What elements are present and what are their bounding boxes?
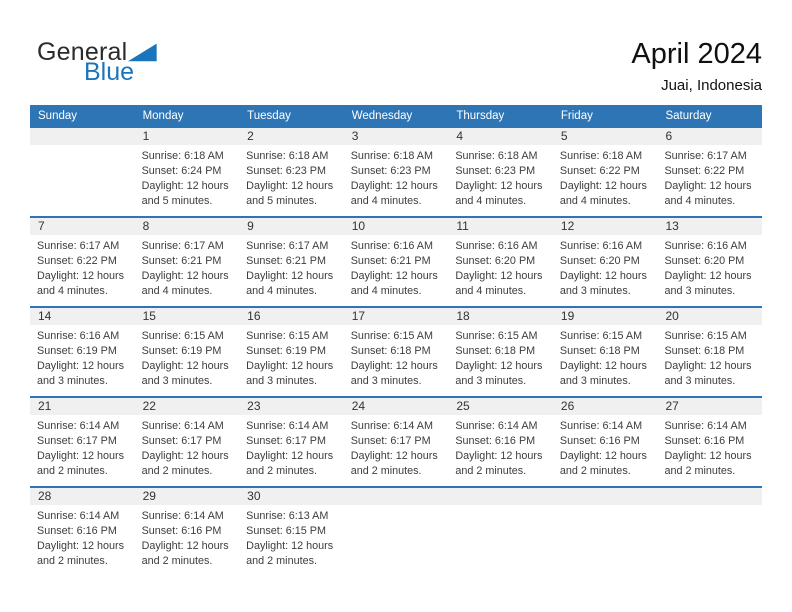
day-detail-line: Daylight: 12 hours [37,360,125,372]
day-detail-line: Daylight: 12 hours [455,180,543,192]
day-detail-line: Sunset: 6:24 PM [141,165,222,177]
day-cell-empty [657,488,762,576]
day-details [344,235,449,299]
day-detail-line: Daylight: 12 hours [37,270,125,282]
day-number: 28 [30,488,135,505]
day-detail-line: Daylight: 12 hours [350,180,438,192]
day-detail-line: Sunrise: 6:15 AM [141,330,224,342]
week-row [30,396,762,486]
day-detail-line: Sunset: 6:23 PM [455,165,536,177]
day-number [657,488,762,505]
weekday-header-friday: Friday [560,109,593,122]
day-detail-line: Daylight: 12 hours [664,450,752,462]
day-detail-line: Sunset: 6:17 PM [37,435,117,447]
day-detail-line: Sunset: 6:22 PM [37,255,117,267]
day-detail-line: and 4 minutes. [246,285,317,297]
day-details [135,325,240,389]
weekday-header-thursday: Thursday [456,109,505,122]
general-blue-logo [37,40,157,85]
day-number: 12 [553,218,658,235]
day-detail-line: and 4 minutes. [350,195,422,207]
day-detail-line: Daylight: 12 hours [559,180,647,192]
day-cell-empty [553,488,658,576]
day-detail-line: and 2 minutes. [246,555,317,567]
day-details [239,415,344,479]
day-number: 1 [135,128,240,145]
day-detail-line: Sunrise: 6:14 AM [141,420,224,432]
day-detail-line: Sunrise: 6:14 AM [37,510,120,522]
day-cell-16 [239,308,344,396]
day-detail-line: and 2 minutes. [559,465,631,477]
day-details [30,415,135,479]
day-number: 21 [30,398,135,415]
day-detail-line: Sunrise: 6:15 AM [664,330,747,342]
day-details [448,145,553,209]
day-detail-line: Daylight: 12 hours [664,180,752,192]
weekday-header-saturday: Saturday [665,109,712,122]
logo-text-blue: Blue [84,58,135,86]
day-cell-7 [30,218,135,306]
day-detail-line: Sunrise: 6:16 AM [664,240,747,252]
day-cell-10 [344,218,449,306]
day-number: 29 [135,488,240,505]
day-detail-line: Sunrise: 6:18 AM [350,150,433,162]
day-detail-line: Sunset: 6:23 PM [246,165,326,177]
day-cell-30 [239,488,344,576]
day-cell-9 [239,218,344,306]
day-detail-line: Sunset: 6:19 PM [246,345,326,357]
day-number: 18 [448,308,553,325]
day-number [448,488,553,505]
day-detail-line: and 2 minutes. [350,465,422,477]
day-detail-line: Sunrise: 6:16 AM [455,240,538,252]
day-detail-line: and 2 minutes. [37,555,108,567]
day-detail-line: and 4 minutes. [455,285,527,297]
day-details [344,325,449,389]
day-details [553,145,658,209]
day-number: 27 [657,398,762,415]
day-detail-line: and 4 minutes. [559,195,631,207]
day-detail-line: and 3 minutes. [141,375,213,387]
day-detail-line: and 4 minutes. [141,285,213,297]
day-detail-line: Sunrise: 6:17 AM [37,240,120,252]
day-number: 13 [657,218,762,235]
day-detail-line: Daylight: 12 hours [141,360,229,372]
day-detail-line: and 3 minutes. [664,375,736,387]
day-detail-line: Sunrise: 6:18 AM [141,150,224,162]
page-title: April 2024 [631,38,762,70]
day-cell-29 [135,488,240,576]
day-detail-line: Daylight: 12 hours [664,270,752,282]
day-details [657,505,762,509]
day-details [657,145,762,209]
day-detail-line: Sunset: 6:23 PM [350,165,431,177]
day-detail-line: Daylight: 12 hours [141,540,229,552]
day-details [553,235,658,299]
day-detail-line: Daylight: 12 hours [246,270,334,282]
day-detail-line: and 4 minutes. [455,195,527,207]
day-cell-4 [448,128,553,216]
day-detail-line: and 3 minutes. [246,375,317,387]
day-detail-line: Sunset: 6:20 PM [559,255,640,267]
day-cell-3 [344,128,449,216]
day-detail-line: Daylight: 12 hours [37,540,125,552]
day-details [657,235,762,299]
day-detail-line: Sunset: 6:21 PM [350,255,431,267]
day-number [344,488,449,505]
day-detail-line: Daylight: 12 hours [141,180,229,192]
day-details [553,325,658,389]
day-details [553,505,658,509]
day-detail-line: and 2 minutes. [455,465,527,477]
day-detail-line: Sunrise: 6:15 AM [246,330,329,342]
day-detail-line: Sunset: 6:16 PM [37,525,117,537]
day-detail-line: Daylight: 12 hours [246,540,334,552]
day-details [448,325,553,389]
day-number: 7 [30,218,135,235]
day-number: 19 [553,308,658,325]
day-detail-line: Sunset: 6:19 PM [37,345,117,357]
day-detail-line: Sunrise: 6:15 AM [350,330,433,342]
day-details [135,145,240,209]
day-cell-17 [344,308,449,396]
day-detail-line: Daylight: 12 hours [350,270,438,282]
day-cell-5 [553,128,658,216]
day-cell-8 [135,218,240,306]
day-detail-line: Sunrise: 6:15 AM [455,330,538,342]
day-cell-20 [657,308,762,396]
day-number: 30 [239,488,344,505]
day-detail-line: Sunrise: 6:14 AM [559,420,643,432]
day-details [344,145,449,209]
weekday-header-row [30,105,762,126]
day-number: 10 [344,218,449,235]
day-detail-line: Sunrise: 6:16 AM [350,240,433,252]
day-details [30,325,135,389]
day-detail-line: Sunset: 6:22 PM [559,165,640,177]
day-cell-empty [448,488,553,576]
weekday-header-monday: Monday [142,109,184,122]
day-cell-15 [135,308,240,396]
day-cell-28 [30,488,135,576]
day-number: 20 [657,308,762,325]
day-details [239,505,344,569]
day-detail-line: Sunrise: 6:14 AM [455,420,538,432]
day-detail-line: Sunrise: 6:14 AM [37,420,120,432]
day-detail-line: Sunset: 6:16 PM [664,435,745,447]
day-details [239,235,344,299]
day-detail-line: Daylight: 12 hours [141,450,229,462]
day-detail-line: Sunrise: 6:16 AM [37,330,120,342]
day-detail-line: Daylight: 12 hours [246,180,334,192]
day-cell-24 [344,398,449,486]
logo-text-general: General [37,38,128,66]
day-number: 17 [344,308,449,325]
day-cell-21 [30,398,135,486]
day-detail-line: and 2 minutes. [246,465,317,477]
day-details [657,415,762,479]
day-number: 8 [135,218,240,235]
week-row [30,216,762,306]
day-detail-line: Sunset: 6:16 PM [455,435,536,447]
weekday-header-sunday: Sunday [38,109,78,122]
day-detail-line: Sunset: 6:16 PM [141,525,222,537]
day-cell-18 [448,308,553,396]
day-detail-line: Sunrise: 6:17 AM [141,240,224,252]
day-detail-line: Sunset: 6:15 PM [246,525,326,537]
day-details [30,505,135,569]
day-detail-line: Sunrise: 6:16 AM [559,240,643,252]
day-detail-line: Sunset: 6:16 PM [559,435,640,447]
day-cell-6 [657,128,762,216]
day-cell-11 [448,218,553,306]
day-detail-line: Sunset: 6:19 PM [141,345,222,357]
day-detail-line: and 5 minutes. [246,195,317,207]
day-cell-25 [448,398,553,486]
day-cell-27 [657,398,762,486]
day-number: 16 [239,308,344,325]
day-number: 6 [657,128,762,145]
day-detail-line: Daylight: 12 hours [141,270,229,282]
day-cell-13 [657,218,762,306]
day-detail-line: Sunrise: 6:13 AM [246,510,329,522]
day-number: 2 [239,128,344,145]
day-number: 3 [344,128,449,145]
week-row [30,306,762,396]
day-detail-line: Sunset: 6:22 PM [664,165,745,177]
day-details [553,415,658,479]
day-detail-line: and 4 minutes. [664,195,736,207]
day-detail-line: Sunset: 6:18 PM [559,345,640,357]
title-block [631,38,762,94]
day-details [239,145,344,209]
day-number: 22 [135,398,240,415]
day-detail-line: Daylight: 12 hours [246,360,334,372]
day-number: 26 [553,398,658,415]
day-detail-line: Daylight: 12 hours [664,360,752,372]
day-detail-line: Sunset: 6:18 PM [350,345,431,357]
week-row [30,486,762,576]
day-cell-19 [553,308,658,396]
day-details [657,325,762,389]
calendar-table [30,105,762,576]
day-detail-line: Sunset: 6:20 PM [664,255,745,267]
day-detail-line: Daylight: 12 hours [559,270,647,282]
day-detail-line: and 4 minutes. [37,285,108,297]
day-detail-line: Daylight: 12 hours [559,360,647,372]
day-number [553,488,658,505]
day-detail-line: and 3 minutes. [455,375,527,387]
weekday-header-wednesday: Wednesday [351,109,413,122]
day-number [30,128,135,145]
calendar-weeks [30,126,762,576]
day-detail-line: Sunrise: 6:14 AM [246,420,329,432]
day-details [448,505,553,509]
day-detail-line: Sunrise: 6:14 AM [664,420,747,432]
day-detail-line: and 2 minutes. [141,465,213,477]
day-detail-line: Daylight: 12 hours [455,450,543,462]
day-details [135,505,240,569]
day-detail-line: and 2 minutes. [141,555,213,567]
day-detail-line: Daylight: 12 hours [455,360,543,372]
page-subtitle: Juai, Indonesia [661,77,762,94]
day-cell-2 [239,128,344,216]
day-detail-line: Sunrise: 6:18 AM [246,150,329,162]
day-detail-line: and 3 minutes. [350,375,422,387]
day-detail-line: and 4 minutes. [350,285,422,297]
day-details [135,235,240,299]
day-number: 14 [30,308,135,325]
day-detail-line: Sunrise: 6:14 AM [141,510,224,522]
day-detail-line: Daylight: 12 hours [455,270,543,282]
day-detail-line: Sunrise: 6:18 AM [559,150,643,162]
day-details [344,415,449,479]
day-detail-line: Sunset: 6:18 PM [455,345,536,357]
day-details [239,325,344,389]
day-number: 25 [448,398,553,415]
day-cell-23 [239,398,344,486]
day-details [135,415,240,479]
day-detail-line: Sunset: 6:17 PM [141,435,222,447]
day-cell-26 [553,398,658,486]
day-number: 11 [448,218,553,235]
day-detail-line: Sunrise: 6:15 AM [559,330,643,342]
day-detail-line: and 2 minutes. [37,465,108,477]
day-detail-line: Daylight: 12 hours [37,450,125,462]
day-detail-line: Sunset: 6:17 PM [350,435,431,447]
day-detail-line: Daylight: 12 hours [350,450,438,462]
day-number: 23 [239,398,344,415]
day-detail-line: Sunset: 6:20 PM [455,255,536,267]
day-detail-line: Daylight: 12 hours [350,360,438,372]
day-details [30,235,135,299]
day-details [30,145,135,149]
day-details [344,505,449,509]
day-detail-line: and 5 minutes. [141,195,213,207]
day-detail-line: Sunset: 6:21 PM [246,255,326,267]
day-cell-22 [135,398,240,486]
day-detail-line: and 2 minutes. [664,465,736,477]
weekday-header-tuesday: Tuesday [247,109,291,122]
day-details [448,415,553,479]
day-detail-line: Daylight: 12 hours [246,450,334,462]
day-detail-line: and 3 minutes. [559,375,631,387]
day-cell-12 [553,218,658,306]
day-number: 9 [239,218,344,235]
week-row [30,126,762,216]
day-detail-line: and 3 minutes. [37,375,108,387]
logo-bottom-row [84,60,157,85]
day-detail-line: Sunrise: 6:18 AM [455,150,538,162]
day-detail-line: Sunset: 6:18 PM [664,345,745,357]
day-detail-line: Sunrise: 6:17 AM [664,150,747,162]
day-number: 15 [135,308,240,325]
day-detail-line: Sunrise: 6:14 AM [350,420,433,432]
day-cell-1 [135,128,240,216]
day-detail-line: and 3 minutes. [559,285,631,297]
day-number: 24 [344,398,449,415]
day-detail-line: and 3 minutes. [664,285,736,297]
day-number: 5 [553,128,658,145]
day-detail-line: Daylight: 12 hours [559,450,647,462]
day-detail-line: Sunrise: 6:17 AM [246,240,329,252]
day-detail-line: Sunset: 6:21 PM [141,255,222,267]
day-details [448,235,553,299]
day-detail-line: Sunset: 6:17 PM [246,435,326,447]
day-cell-empty [30,128,135,216]
day-cell-empty [344,488,449,576]
day-cell-14 [30,308,135,396]
day-number: 4 [448,128,553,145]
